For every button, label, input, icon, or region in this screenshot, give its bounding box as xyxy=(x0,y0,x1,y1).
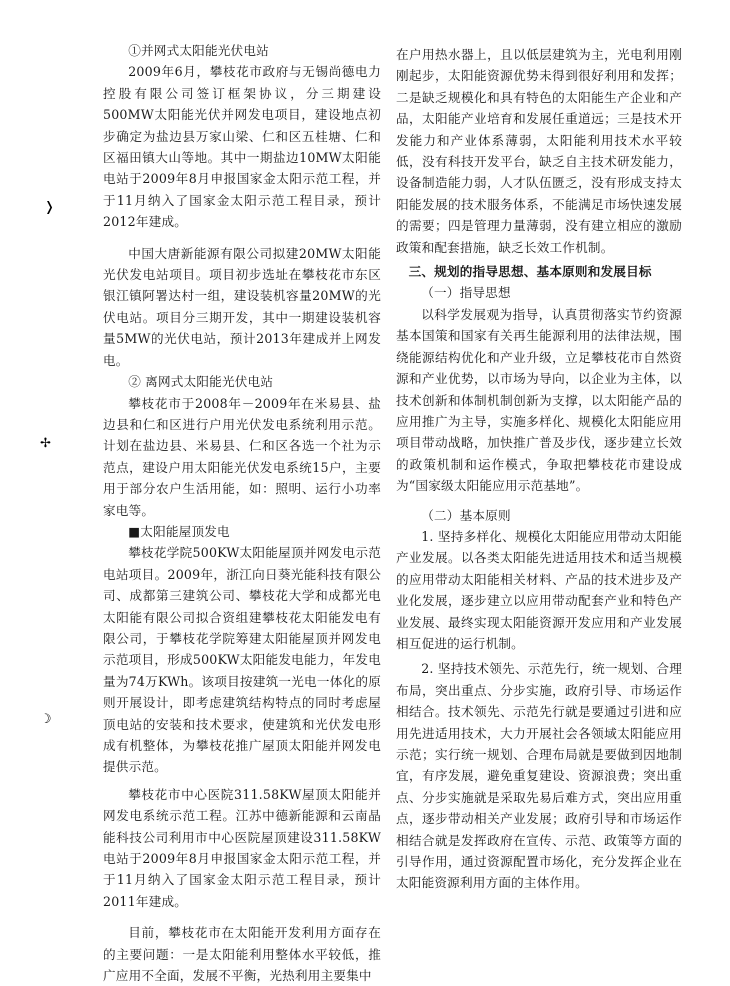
paragraph-household-pv: 攀枝花市于2008年－2009年在米易县、盐边县和仁和区进行户用光伏发电系统利用示范。计划在盐边县、米易县、仁和区各选一个社为示范点，建设户用太阳能光伏发电系统15户，主要用于部分农户生活用能，如：照明、运行小功率家电等。 xyxy=(103,395,381,518)
heading-off-grid-pv: ② 离网式太阳能光伏电站 xyxy=(128,374,274,390)
paragraph-guiding-thought: 以科学发展观为指导，认真贯彻落实节约资源基本国策和国家有关再生能源利用的法律法规，围绕能源结构优化和产业升级，立足攀枝花市自然资源和产业优势，以市场为导向，以企业为主体，以技术创新和体制机制创新为支撑，以太阳能产品的应用推广为主导，实施多样化、规模化太阳能应用项目带动战略，加快推广普及步伐，逐步建立长效的政策机制和运作模式，争取把攀枝花市建设成为“国家级太阳能应用示范基地”。 xyxy=(396,306,682,494)
heading-rooftop-solar: ■太阳能屋顶发电 xyxy=(128,523,230,539)
paragraph-hospital-rooftop: 攀枝花市中心医院311.58KW屋顶太阳能并网发电系统示范工程。江苏中德新能源和云南晶能科技公司利用市中心医院屋顶建设311.58KW电站于2009年8月申报国家金太阳示范工程，并于11月纳入了国家金太阳示范工程目录，预计2011年建成。 xyxy=(103,786,381,909)
paragraph-principle-2: 2. 坚持技术领先、示范先行，统一规划、合理布局，突出重点、分步实施，政府引导、市场运作相结合。技术领先、示范先行就是要通过引进和应用先进适用技术，大力开展社会各领域太阳能应用示范；实行统一规划、合理布局就是要做到因地制宜，有序发展，避免重复建设、资源浪费；突出重点、分步实施就是采取先易后难方式，突出应用重点，逐步带动相关产业发展；政府引导和市场运作相结合就是发挥政府在宣传、示范、政策等方面的引导作用，通过资源配置市场化，充分发挥企业在太阳能资源利用方面的主体作用。 xyxy=(396,661,682,891)
subheading-basic-principles: （二）基本原则 xyxy=(421,507,511,523)
scan-mark-bottom: ☽ xyxy=(40,712,52,727)
scan-mark-top: ❭ xyxy=(44,200,55,215)
paragraph-suntech-agreement: 2009年6月，攀枝花市政府与无锡尚德电力控股有限公司签订框架协议，分三期建设500MW太阳能光伏并网发电项目，建设地点初步确定为盐边县万家山梁、仁和区五桂塘、仁和区福田镇大山等地。其中一期盐边10MW太阳能电站于2009年8月申报国家金太阳示范工程，并于11月纳入了国家金太阳示范工程目录，预计2012年建成。 xyxy=(103,64,381,230)
paragraph-problems-continued: 在户用热水器上，且以低层建筑为主，光电利用刚刚起步，太阳能资源优势未得到很好利用和发挥；二是缺乏规模化和具有特色的太阳能生产企业和产品，太阳能产业培育和发展任重道远；三是技术开发能力和产业体系薄弱，太阳能利用技术水平较低，没有科技开发平台，缺乏自主技术研发能力，设备制造能力弱，人才队伍匮乏，没有形成支持太阳能发展的技术服务体系，不能满足市场快速发展的需要；四是管理力量薄弱，没有建立相应的激励政策和配套措施，缺乏长效工作机制。 xyxy=(396,47,682,255)
subheading-guiding-thought: （一）指导思想 xyxy=(421,285,511,301)
paragraph-main-problems: 目前，攀枝花市在太阳能开发利用方面存在的主要问题：一是太阳能利用整体水平较低，推广应用不全面，发展不平衡，光热利用主要集中 xyxy=(103,925,381,984)
right-column xyxy=(396,44,682,894)
scan-mark-middle: ✢ xyxy=(40,436,51,451)
section-title-guiding-ideology: 三、规划的指导思想、基本原则和发展目标 xyxy=(408,264,652,280)
heading-grid-connected-pv: ①并网式太阳能光伏电站 xyxy=(128,43,269,58)
paragraph-principle-1: 1. 坚持多样化、规模化太阳能应用带动太阳能产业发展。以各类太阳能先进适用技术和适当规模的应用带动太阳能相关材料、产品的技术进步及产业化发展，逐步建立以应用带动配套产业和特色产业发展、最终实现太阳能资源开发应用和产业发展相互促进的运行机制。 xyxy=(396,528,682,651)
left-column xyxy=(103,40,381,986)
paragraph-college-rooftop: 攀枝花学院500KW太阳能屋顶并网发电示范电站项目。2009年，浙江向日葵光能科技有限公司、成都第三建筑公司、攀枝花大学和成都光电太阳能有限公司拟合资组建攀枝花太阳能发电有限公司，于攀枝花学院筹建太阳能屋顶并网发电示范项目，形成500KW太阳能发电能力，年发电量为74万KWh。该项目按建筑一光电一体化的原则开展设计，即考虑建筑结构特点的同时考虑屋顶电站的安装和技术要求，使建筑和光伏发电形成有机整体，为攀枝花推广屋顶太阳能并网发电提供示范。 xyxy=(103,545,381,775)
paragraph-datang-project: 中国大唐新能源有限公司拟建20MW太阳能光伏发电站项目。项目初步选址在攀枝花市东区银江镇阿署达村一组，建设装机容量20MW的光伏电站。项目分三期开发，其中一期建设装机容量5MW的光伏电站，预计2013年建成并上网发电。 xyxy=(103,245,381,368)
